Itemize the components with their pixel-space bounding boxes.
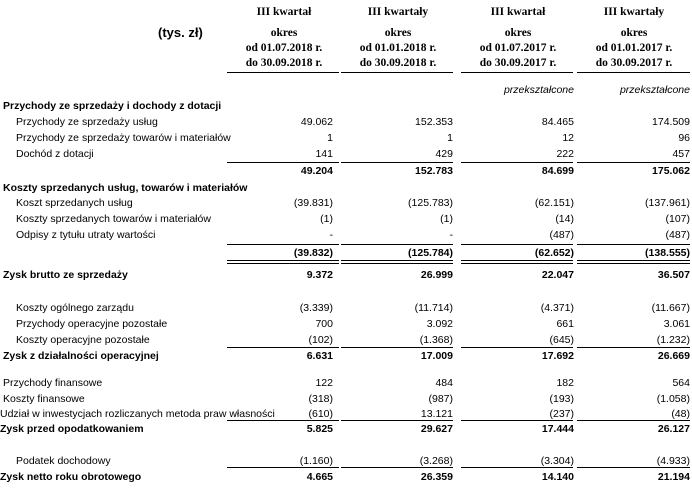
row-label: Koszty ogólnego zarządu xyxy=(16,302,134,314)
column-header-3 xyxy=(460,5,576,71)
row-label: Zysk brutto ze sprzedaży xyxy=(3,269,128,281)
row-label: Koszty sprzedanych towarów i materiałów xyxy=(16,213,211,225)
row-value: (102) xyxy=(308,334,333,346)
column-rule xyxy=(341,162,453,163)
column-header-line: od 01.01.2018 r. xyxy=(359,42,437,54)
row-value: (39.832) xyxy=(293,247,333,259)
column-header-2 xyxy=(340,5,456,71)
row-value: - xyxy=(329,229,333,241)
row-value: (48) xyxy=(671,408,690,420)
column-header-line: okres xyxy=(504,27,532,39)
row-value: 49.204 xyxy=(300,165,333,177)
row-value: (62.652) xyxy=(534,247,574,259)
row-value: 1 xyxy=(447,132,453,144)
column-rule xyxy=(341,467,453,468)
row-value: 21.194 xyxy=(657,471,690,483)
row-value: (487) xyxy=(549,229,574,241)
row-value: 484 xyxy=(435,377,453,389)
row-label: Przychody operacyjne pozostałe xyxy=(16,318,168,330)
column-rule xyxy=(341,72,453,73)
row-value: (107) xyxy=(665,213,690,225)
row-value: (4.371) xyxy=(540,302,574,314)
column-rule xyxy=(461,162,573,163)
column-header-line: okres xyxy=(620,27,648,39)
column-header-1 xyxy=(226,5,342,71)
row-value: 84.699 xyxy=(541,165,574,177)
row-value: 5.825 xyxy=(306,423,333,435)
row-label: Przychody ze sprzedaży i dochody z dotacji xyxy=(3,100,222,112)
row-label: Koszt sprzedanych usług xyxy=(16,197,133,209)
column-rule xyxy=(227,162,339,163)
row-value: 3.092 xyxy=(426,318,453,330)
row-value: 141 xyxy=(315,148,333,160)
column-rule xyxy=(341,347,453,348)
column-header-line: do 30.09.2018 r. xyxy=(359,57,437,69)
row-value: 49.062 xyxy=(300,116,333,128)
row-value: 152.783 xyxy=(415,165,453,177)
unit-label: (tys. zł) xyxy=(158,25,203,40)
row-value: 26.999 xyxy=(420,269,453,281)
row-value: (487) xyxy=(665,229,690,241)
row-value: (193) xyxy=(549,393,574,405)
column-rule xyxy=(227,420,339,421)
row-value: (1) xyxy=(320,213,333,225)
column-header-line: okres xyxy=(270,27,298,39)
column-rule xyxy=(227,347,339,348)
row-value: (11.667) xyxy=(651,302,690,314)
column-rule xyxy=(461,467,573,468)
row-label: Zysk z działalności operacyjnej xyxy=(3,350,159,362)
row-value: (645) xyxy=(549,334,574,346)
row-value: 661 xyxy=(556,318,574,330)
column-header-line: okres xyxy=(384,27,412,39)
double-underline xyxy=(577,260,690,264)
row-value: 26.359 xyxy=(420,471,453,483)
row-value: (3.339) xyxy=(299,302,333,314)
row-value: (610) xyxy=(308,408,333,420)
column-rule xyxy=(577,467,690,468)
row-value: 36.507 xyxy=(657,269,690,281)
column-header-line: od 01.07.2017 r. xyxy=(479,42,557,54)
column-rule xyxy=(227,467,339,468)
row-value: (318) xyxy=(308,393,333,405)
row-value: 175.062 xyxy=(652,165,690,177)
column-header-line: III kwartał xyxy=(256,6,312,18)
row-value: (62.151) xyxy=(534,197,574,209)
row-label: Udział w inwestycjach rozliczanych metoda praw własności xyxy=(0,408,275,420)
column-rule xyxy=(577,347,690,348)
row-value: (39.831) xyxy=(293,197,333,209)
row-value: (125.783) xyxy=(408,197,453,209)
row-value: - xyxy=(449,229,453,241)
row-value: 174.509 xyxy=(652,116,690,128)
row-value: (4.933) xyxy=(656,455,690,467)
row-value: 12 xyxy=(562,132,574,144)
row-value: 17.692 xyxy=(541,350,574,362)
row-value: 17.009 xyxy=(420,350,453,362)
row-value: (14) xyxy=(555,213,574,225)
column-header-line: od 01.07.2018 r. xyxy=(245,42,323,54)
row-label: Przychody finansowe xyxy=(3,377,103,389)
column-rule xyxy=(341,420,453,421)
column-rule xyxy=(341,244,453,245)
row-label: Podatek dochodowy xyxy=(16,455,111,467)
column-rule xyxy=(227,244,339,245)
column-rule xyxy=(461,420,573,421)
row-value: 96 xyxy=(678,132,690,144)
column-rule xyxy=(461,244,573,245)
row-value: 429 xyxy=(435,148,453,160)
row-value: 26.669 xyxy=(657,350,690,362)
row-value: 182 xyxy=(556,377,574,389)
column-header-line: od 01.01.2017 r. xyxy=(595,42,673,54)
column-rule xyxy=(461,72,573,73)
column-header-line: III kwartał xyxy=(490,6,546,18)
row-value: 152.353 xyxy=(415,116,453,128)
column-rule xyxy=(461,347,573,348)
column-rule xyxy=(577,72,690,73)
row-value: 222 xyxy=(556,148,574,160)
row-value: 564 xyxy=(672,377,690,389)
restated-label: przekształcone xyxy=(503,84,574,96)
row-value: (138.555) xyxy=(645,247,690,259)
column-header-line: do 30.09.2017 r. xyxy=(479,57,557,69)
column-rule xyxy=(577,420,690,421)
row-label: Koszty operacyjne pozostałe xyxy=(16,334,150,346)
row-label: Koszty finansowe xyxy=(3,393,85,405)
row-value: (1.368) xyxy=(419,334,453,346)
row-label: Odpisy z tytułu utraty wartości xyxy=(16,229,156,241)
row-value: 700 xyxy=(315,318,333,330)
row-label: Dochód z dotacji xyxy=(16,148,94,160)
row-value: 13.121 xyxy=(420,408,453,420)
row-value: (11.714) xyxy=(414,302,453,314)
column-header-line: III kwartały xyxy=(603,6,665,18)
row-value: (987) xyxy=(428,393,453,405)
row-value: 6.631 xyxy=(306,350,333,362)
row-value: (1.232) xyxy=(656,334,690,346)
row-value: 29.627 xyxy=(420,423,453,435)
row-value: 17.444 xyxy=(541,423,574,435)
column-rule xyxy=(227,72,339,73)
restated-label: przekształcone xyxy=(619,84,690,96)
row-label: Przychody ze sprzedaży towarów i materiałów xyxy=(16,132,231,144)
row-label: Koszty sprzedanych usług, towarów i materiałów xyxy=(3,182,248,194)
column-rule xyxy=(577,244,690,245)
column-header-line: do 30.09.2018 r. xyxy=(245,57,323,69)
row-label: Zysk netto roku obrotowego xyxy=(0,471,142,483)
row-value: 22.047 xyxy=(541,269,574,281)
row-value: (1.160) xyxy=(299,455,333,467)
row-label: Zysk przed opodatkowaniem xyxy=(0,423,144,435)
column-header-line: III kwartały xyxy=(367,6,429,18)
double-underline xyxy=(341,260,453,264)
row-value: 1 xyxy=(327,132,333,144)
column-rule xyxy=(577,162,690,163)
row-value: 3.061 xyxy=(663,318,690,330)
row-value: 122 xyxy=(315,377,333,389)
row-value: (3.304) xyxy=(540,455,574,467)
row-value: 14.140 xyxy=(541,471,574,483)
row-value: (125.784) xyxy=(408,247,453,259)
row-value: 4.665 xyxy=(306,471,333,483)
column-header-4 xyxy=(576,5,692,71)
row-value: (137.961) xyxy=(645,197,690,209)
row-value: (237) xyxy=(549,408,574,420)
row-label: Przychody ze sprzedaży usług xyxy=(16,116,158,128)
row-value: (1.058) xyxy=(656,393,690,405)
row-value: 26.127 xyxy=(657,423,690,435)
column-header-line: do 30.09.2017 r. xyxy=(595,57,673,69)
row-value: (1) xyxy=(440,213,453,225)
double-underline xyxy=(461,260,573,264)
row-value: 457 xyxy=(672,148,690,160)
row-value: (3.268) xyxy=(419,455,453,467)
double-underline xyxy=(227,260,339,264)
row-value: 84.465 xyxy=(541,116,574,128)
row-value: 9.372 xyxy=(306,269,333,281)
